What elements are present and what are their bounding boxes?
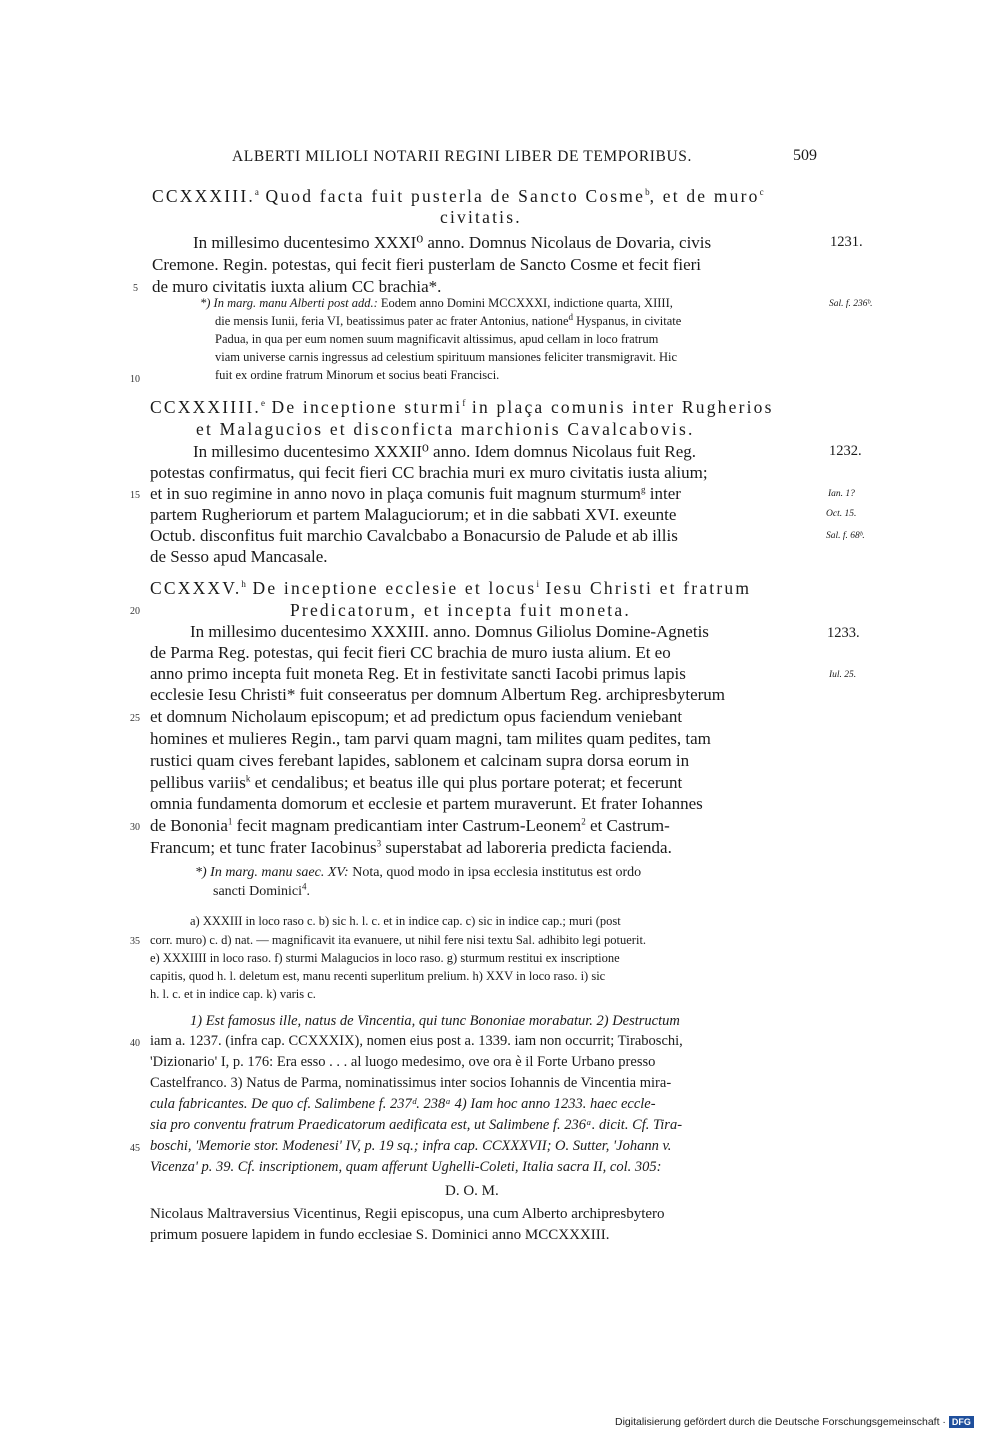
- commentary-line7: boschi, 'Memorie stor. Modenesi' IV, p. 19 sq.; infra cap. CCXXXVII; O. Sutter, 'Johann v.: [150, 1138, 672, 1154]
- margin-ref-sal-236: Sal. f. 236ᵇ.: [829, 299, 873, 309]
- margin-ref-sal-68: Sal. f. 68ᵇ.: [826, 531, 865, 541]
- margin-ref-iul: Iul. 25.: [829, 670, 857, 680]
- inscription-heading: D. O. M.: [445, 1183, 499, 1199]
- chapter-233-marginal-note-line5: fuit ex ordine fratrum Minorum et socius beati Francisci.: [215, 368, 500, 382]
- chapter-235-text-line1: In millesimo ducentesimo XXXIII. anno. Domnus Giliolus Domine-Agnetis: [190, 622, 709, 641]
- chapter-233-marginal-note-line4: viam universe carnis ingressus ad celestium spirituum mansiones feliciter transmigravit. Hic: [215, 350, 678, 364]
- chapter-233-text-line3: de muro civitatis iuxta alium CC brachia*.: [152, 277, 442, 296]
- chapter-233-title-a: Quod facta fuit pusterla de Sancto Cosme: [265, 186, 646, 206]
- chapter-234-text-line4: partem Rugheriorum et partem Malaguciorum; et in die sabbati XVI. exeunte: [150, 505, 677, 524]
- commentary-line6: sia pro conventu fratrum Praedicatorum aedificata est, ut Salimbene f. 236ᵃ. dicit. Cf. Tira-: [150, 1117, 683, 1133]
- margin-ref-ian: Ian. 1?: [828, 489, 855, 499]
- apparatus-line4: capitis, quod h. l. deletum est, manu recenti superlitum prelium. h) XXV in loco raso. i) sic: [150, 969, 606, 983]
- chapter-234-numeral: CCXXXIIII.: [150, 397, 261, 417]
- line-number: 35: [130, 936, 140, 947]
- year-margin-1232: 1232.: [829, 443, 862, 459]
- commentary-line3: 'Dizionario' I, p. 176: Era esso . . . al luogo medesimo, ove ora è il Forte Urbano presso: [150, 1054, 656, 1070]
- chapter-234-title-line2: et Malagucios et disconficta marchionis Cavalcabovis.: [196, 419, 695, 439]
- line-number: 5: [133, 283, 138, 294]
- chapter-235-text-line11: Francum; et tunc frater Iacobinus$^3$ superstabat ad laboreria predicta facienda.: [150, 838, 672, 857]
- chapter-234-text-line3: et in suo regimine in anno novo in plaça comunis fuit magnum sturmum$^g$ inter: [150, 484, 681, 503]
- apparatus-line3: e) XXXIIII in loco raso. f) sturmi Malagucios in loco raso. g) sturmum restitui ex inscriptione: [150, 951, 620, 965]
- chapter-235-text-line9: omnia fundamenta domorum et ecclesie et partem muraverunt. Et frater Iohannes: [150, 794, 703, 813]
- chapter-235-text-line4: ecclesie Iesu Christi* fuit conseeratus per domnum Albertum Reg. archipresbyterum: [150, 685, 726, 704]
- chapter-235-text-line6: homines et mulieres Regin., tam parvi quam magni, tam milites quam pedites, tam: [150, 729, 711, 748]
- year-margin-1233: 1233.: [827, 625, 860, 641]
- page-number: 509: [793, 147, 817, 164]
- year-margin-1231: 1231.: [830, 234, 863, 250]
- inscription-line1: Nicolaus Maltraversius Vicentinus, Regii episcopus, una cum Alberto archipresbytero: [150, 1206, 665, 1222]
- commentary-line1: 1) Est famosus ille, natus de Vincentia, qui tunc Bononiae morabatur. 2) Destructum: [190, 1013, 680, 1029]
- chapter-235-text-line5: et domnum Nicholaum episcopum; et ad predictum opus faciendum veniebant: [150, 707, 683, 726]
- apparatus-mark-d: d: [568, 311, 573, 322]
- apparatus-line2: corr. muro) c. d) nat. — magnificavit ita evanuere, ut nihil fere nisi textu Sal. adhibito legi potuerit.: [150, 933, 647, 947]
- chapter-235-marginal-note-line2: sancti Dominici$^4$.: [213, 881, 311, 899]
- chapter-235-title-line2: Predicatorum, et incepta fuit moneta.: [290, 600, 631, 620]
- chapter-235-text-line3: anno primo incepta fuit moneta Reg. Et in festivitate sancti Iacobi primus lapis: [150, 664, 686, 683]
- funding-footer: [615, 1416, 974, 1428]
- chapter-235-marginal-note-line1: *) In marg. manu saec. XV: Nota, quod modo in ipsa ecclesia institutus est ordo: [195, 865, 642, 880]
- commentary-line4: Castelfranco. 3) Natus de Parma, nominatissimus inter socios Iohannis de Vincentia mira-: [150, 1075, 672, 1091]
- chapter-233-text-line1: In millesimo ducentesimo XXXI⁰ anno. Domnus Nicolaus de Dovaria, civis: [193, 233, 712, 252]
- apparatus-mark-c: c: [759, 187, 764, 198]
- chapter-234-text-line1: In millesimo ducentesimo XXXII⁰ anno. Idem domnus Nicolaus fuit Reg.: [193, 442, 697, 461]
- note-lead: *) In marg. manu Alberti post add.:: [200, 296, 378, 310]
- line-number: 40: [130, 1038, 140, 1049]
- apparatus-mark-e: e: [260, 398, 265, 409]
- commentary-line8: Vicenza' p. 39. Cf. inscriptionem, quam afferunt Ughelli-Coleti, Italia sacra II, col. 305:: [150, 1159, 662, 1175]
- line-number: 30: [130, 822, 140, 833]
- apparatus-mark-i: i: [536, 579, 539, 590]
- margin-ref-oct: Oct. 15.: [826, 509, 857, 519]
- chapter-235-title-line1: CCXXXV.$^h$ De inceptione ecclesie et locus$^i$ Iesu Christi et fratrum: [150, 578, 752, 598]
- apparatus-mark-h: h: [241, 579, 246, 590]
- running-title: ALBERTI MILIOLI NOTARII REGINI LIBER DE TEMPORIBUS.: [232, 148, 692, 165]
- funding-text: Digitalisierung gefördert durch die Deutsche Forschungsgemeinschaft ·: [615, 1416, 946, 1428]
- chapter-234-text-line5: Octub. disconfitus fuit marchio Cavalcbabo a Bonacursio de Palude et ab illis: [150, 526, 678, 545]
- footnote-mark-3: 3: [376, 838, 382, 849]
- line-number: 10: [130, 374, 140, 385]
- footnote-mark-4: 4: [302, 881, 307, 892]
- apparatus-mark-k: k: [245, 773, 251, 784]
- chapter-234-text-line6: de Sesso apud Mancasale.: [150, 547, 328, 566]
- apparatus-line1: a) XXXIII in loco raso c. b) sic h. l. c. et in indice cap. c) sic in indice cap.; muri (post: [190, 914, 621, 928]
- chapter-233-numeral: CCXXXIII.: [152, 186, 255, 206]
- chapter-233-title-line2: civitatis.: [440, 207, 522, 227]
- note-rest: Eodem anno Domini MCCXXXI, indictione quarta, XIIII,: [380, 296, 673, 310]
- chapter-235-text-line8: pellibus variis$^k$ et cendalibus; et beatus ille qui plus portare poterat; et fecerunt: [150, 773, 683, 792]
- chapter-234-title-line1: CCXXXIIII.$^e$ De inceptione sturmi$^f$ in plaça comunis inter Rugherios: [150, 397, 774, 417]
- chapter-235-numeral: CCXXXV.: [150, 578, 242, 598]
- line-number: 45: [130, 1143, 140, 1154]
- chapter-234-text-line2: potestas confirmatus, qui fecit fieri CC brachia muri ex muro civitatis iusta alium;: [150, 463, 708, 482]
- chapter-233-marginal-note-line2: die mensis Iunii, feria VI, beatissimus pater ac frater Antonius, natione$^d$ Hyspanus, in civitate: [215, 311, 682, 328]
- line-number: 25: [130, 713, 140, 724]
- chapter-235-text-line7: rustici quam cives ferebant lapides, sablonem et calcinam supra dorsa eorum in: [150, 751, 690, 770]
- line-number: 15: [130, 490, 140, 501]
- chapter-233-title-b: , et de muro: [649, 186, 760, 206]
- footnote-mark-1: 1: [227, 816, 233, 827]
- chapter-235-text-line2: de Parma Reg. potestas, qui fecit fieri CC brachia de muro iusta alium. Et eo: [150, 643, 671, 662]
- apparatus-mark-a: a: [254, 187, 259, 198]
- apparatus-mark-b: b: [645, 187, 650, 198]
- inscription-line2: primum posuere lapidem in fundo ecclesiae S. Dominici anno MCCXXXIII.: [150, 1227, 610, 1243]
- commentary-line5: cula fabricantes. De quo cf. Salimbene f. 237ᵈ. 238ᵃ 4) Iam hoc anno 1233. haec eccle-: [150, 1096, 656, 1112]
- dfg-logo: DFG: [949, 1416, 974, 1428]
- chapter-233-marginal-note-line1: [200, 296, 673, 311]
- chapter-233-title-line1: [152, 186, 764, 207]
- footnote-mark-2: 2: [581, 816, 586, 827]
- apparatus-mark-f: f: [462, 398, 466, 409]
- apparatus-line5: h. l. c. et in indice cap. k) varis c.: [150, 987, 316, 1001]
- commentary-line2: iam a. 1237. (infra cap. CCXXXIX), nomen eius post a. 1339. iam non occurrit; Tiraboschi,: [150, 1033, 683, 1049]
- chapter-233-marginal-note-line3: Padua, in qua per eum nomen suum magnificavit altissimus, apud cellam in loco fratrum: [215, 332, 659, 346]
- chapter-235-text-line10: de Bononia$^1$ fecit magnam predicantiam inter Castrum-Leonem$^2$ et Castrum-: [150, 816, 670, 835]
- line-number: 20: [130, 606, 140, 617]
- chapter-233-text-line2: Cremone. Regin. potestas, qui fecit fieri pusterlam de Sancto Cosme et fecit fieri: [152, 255, 702, 274]
- apparatus-mark-g: g: [641, 484, 646, 495]
